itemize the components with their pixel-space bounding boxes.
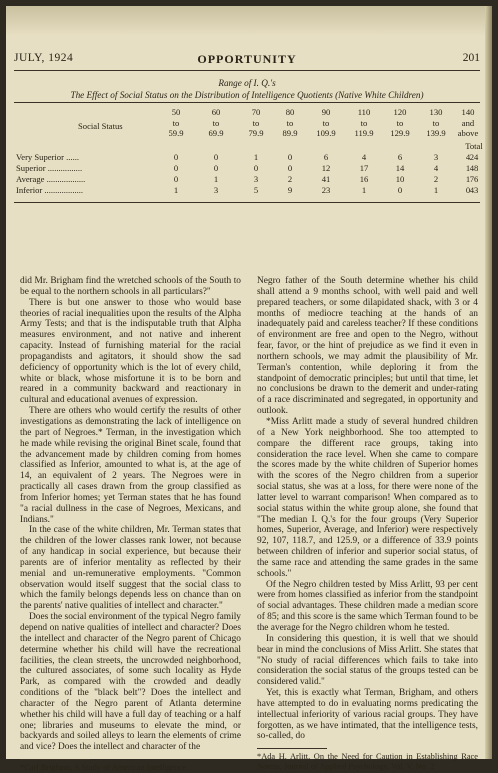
column-header-line: 140: [461, 107, 475, 117]
footnote: *Carl Brigham, A Study of American Intelligence: [20, 763, 187, 773]
column-header: [196, 107, 236, 139]
row-label: Average ..................: [16, 174, 86, 184]
table-cell: 1: [465, 174, 471, 184]
column-header-line: 60: [211, 107, 221, 117]
table-cell: 10: [395, 174, 405, 184]
paragraph: In the case of the white children, Mr. Terman states that the children of the lower classes rank lower, not because of any handicap in social experience, but because their parents are of inferior mentality as reflected by their menial and un-remunerative employments. "Common observation would itself suggest that the social class to which the family belongs depends less on chance than on the parents' native qualities of intellect and character.": [20, 525, 241, 612]
column-header-line: to: [322, 117, 330, 128]
table-cell: 0: [173, 174, 179, 184]
table-cell: 3: [433, 152, 439, 162]
table-cell: 3: [213, 185, 219, 195]
table-cell: 0: [173, 152, 179, 162]
table-cell: 6: [397, 152, 403, 162]
row-total: 48: [469, 163, 479, 173]
column-header-line: to: [432, 117, 440, 128]
left-column: [20, 276, 241, 773]
paragraph: did Mr. Brigham find the wretched schools of the South to be equal to the northern schools in all particulars?": [20, 276, 241, 297]
running-header: [14, 52, 480, 70]
column-header-line: and: [461, 117, 475, 128]
column-header-line: to: [172, 117, 180, 128]
paragraph: Yet, this is exactly what Terman, Brigham, and others have attempted to do in evaluating norms predicating the intellectual inferiority of various racial groups. They have forgotten, as we have intimated, that the intelligence tests, so-called, do: [257, 688, 478, 742]
column-header-line: 69.9: [208, 128, 224, 138]
column-header-line: 79.9: [248, 128, 264, 138]
footnote-rule: [20, 759, 90, 760]
table-cell: 6: [323, 152, 329, 162]
paragraph: Does the social environment of the typical Negro family depend on native qualities of intellect and character? Does the intellect and character of the Negro parent of Chicago determine whether his child will have the recreational facilities, the clean streets, the uncrowded neighborhood, the cultured associates, of some such locality as Hyde Park, as compared with the crowded and deadly conditions of the "black belt"? Does the intellect and character of the Negro parent of Atlanta determine whether his child will have a full day of teaching or a half one; libraries and museums to elevate the mind, or backyards and soiled alleys to learn the elements of crime and vice? Does the intellect and character of the: [20, 612, 241, 753]
table-cell: 0: [213, 152, 219, 162]
column-header: [270, 107, 310, 139]
paragraph: *Miss Arlitt made a study of several hundred children of a New York neighborhood. She too attempted to compare the different race groups, taking into consideration the race level. When she came to compare the scores made by the white children of Superior homes with the scores of the Negro children from a superior social status, she was at a loss, for there were none of the latter level to warrant comparison! When compared as to social status within the white group alone, she found that "The median I. Q.'s for the four groups (Very Superior homes, Superior, Average, and Inferior) were respectively 92, 107, 118.7, and 125.9, or a difference of 33.9 points between children of inferior and superior social status, of the same race and attending the same grades in the same schools.": [257, 416, 478, 579]
column-header-line: 109.9: [316, 128, 336, 138]
column-header-line: 129.9: [390, 128, 410, 138]
table-cell: 4: [433, 163, 439, 173]
table-cell: 1: [213, 174, 219, 184]
row-total: 76: [469, 174, 479, 184]
table-cell: 4: [361, 152, 367, 162]
table-cell: 1: [253, 152, 259, 162]
row-total: 24: [469, 152, 479, 162]
table-cell: 1: [173, 185, 179, 195]
table-cell: 0: [397, 185, 403, 195]
column-header-line: to: [252, 117, 260, 128]
column-header-line: to: [286, 117, 294, 128]
table-cell: 1: [465, 163, 471, 173]
column-header: [156, 107, 196, 139]
table-cell: 1: [433, 185, 439, 195]
table-cell: 3: [253, 174, 259, 184]
header-rule: [14, 70, 480, 71]
row-label: Inferior ..................: [16, 185, 84, 195]
column-header: [306, 107, 346, 139]
paragraph: There is but one answer to those who would base theories of racial inequalities upon the results of the Alpha Army Tests; and that is the indisputable truth that Alpha measures environment, and not native and inherent capacity. Instead of furnishing material for the racial propagandists and agitators, it should show the sad deficiency of opportunity which is the lot of every child, white or black, whose misfortune it is to be born and reared in a community backward and reactionary in cultural and educational avenues of expression.: [20, 297, 241, 406]
table-cell: 4: [465, 152, 471, 162]
table-cell: 0: [287, 152, 293, 162]
column-header-line: 119.9: [354, 128, 374, 138]
column-header-line: above: [457, 128, 479, 138]
page-shadow-top: [6, 6, 492, 36]
column-header-line: to: [396, 117, 404, 128]
column-header: [344, 107, 384, 139]
iq-table: [14, 78, 483, 211]
magazine-page: [6, 6, 492, 773]
column-header-line: 90: [321, 107, 331, 117]
column-header-line: 139.9: [426, 128, 446, 138]
paragraph: There are others who would certify the results of other investigations as demonstrating the lack of intelligence on the part of Negroes.* Terman, in the investigation which he made while revising the original Binet scale, found that the advancement made by children coming from homes classified as Inferior, amounted to what is, at the age of 14, an equivalent of 2 years. The Negroes were in practically all cases drawn from the group classified as from Inferior homes; yet Terman states that he has found "a racial dullness in the case of Negroes, Mexicans, and Indians.": [20, 406, 241, 525]
table-cell: 23: [321, 185, 331, 195]
column-header-line: 89.9: [282, 128, 298, 138]
header-title: OPPORTUNITY: [197, 52, 297, 66]
table-cell: 0: [465, 185, 471, 195]
table-cell: 16: [359, 174, 369, 184]
column-header-line: 59.9: [168, 128, 184, 138]
column-header: [448, 107, 488, 139]
footnote-rule: [257, 748, 327, 749]
table-caption: The Effect of Social Status on the Distribution of Intelligence Quotients (Native White Children): [70, 89, 424, 100]
table-cell: 41: [321, 174, 331, 184]
table-grid: [14, 103, 483, 211]
table-cell: 0: [253, 163, 259, 173]
right-column: [257, 276, 478, 772]
page-number: 201: [462, 52, 480, 64]
row-total: 43: [469, 185, 479, 195]
table-cell: 0: [213, 163, 219, 173]
table-title: Range of I. Q.'s: [218, 78, 276, 88]
paragraph: Of the Negro children tested by Miss Arlitt, 93 per cent were from homes classified as inferior from the standpoint of social advantages. These children made a median score of 85; and this score is the same which Terman found to be the average for the Negro children whom he tested.: [257, 579, 478, 633]
header-date: JULY, 1924: [14, 52, 74, 64]
footnote: *Ada H. Arlitt, On the Need for Caution in Establishing Race Norms, Journal of Applied Psychology, Vol. V, No. 2: [257, 752, 478, 772]
column-header-line: 80: [285, 107, 295, 117]
column-header-line: to: [360, 117, 368, 128]
table-stub-label: Social Status: [78, 121, 123, 131]
table-cell: 0: [173, 163, 179, 173]
column-header-line: 110: [357, 107, 371, 117]
paragraph: In considering this question, it is well that we should bear in mind the conclusions of Miss Arlitt. She states that "No study of racial differences which fails to take into consideration the social status of the groups tested can be considered valid.": [257, 633, 478, 688]
total-column-header: Total: [465, 141, 483, 151]
column-header-line: 50: [171, 107, 181, 117]
row-label: Very Superior ......: [16, 152, 80, 162]
column-header: [380, 107, 420, 139]
paragraph: Negro father of the South determine whether his child shall attend a 9 months school, with well paid and well prepared teachers, or some dilapidated shack, with 3 or 4 months of mediocre teaching at the hands of an inadequately paid and careless teacher? If these conditions of environment are free and open to the Negro, without fear, favor, or the hint of prejudice as we find it even in northern schools, we may admit the plausibility of Mr. Terman's contention, while deploring it from the standpoint of democratic principles; but until that time, let no conclusions be drawn to the demerit and under-rating of a race discriminated and segregated, in opportunity and outlook.: [257, 276, 478, 417]
row-label: Superior ................: [16, 163, 83, 173]
table-cell: 17: [359, 163, 369, 173]
table-bottom-rule: [14, 202, 480, 203]
table-cell: 9: [287, 185, 293, 195]
column-header-line: 130: [429, 107, 443, 117]
table-cell: 12: [321, 163, 331, 173]
table-cell: 2: [287, 174, 293, 184]
column-header-line: to: [212, 117, 220, 128]
table-cell: 1: [361, 185, 367, 195]
column-header-line: 70: [251, 107, 261, 117]
table-cell: 5: [253, 185, 259, 195]
table-cell: 0: [287, 163, 293, 173]
column-header-line: 120: [393, 107, 407, 117]
table-cell: 14: [395, 163, 405, 173]
table-cell: 2: [433, 174, 439, 184]
